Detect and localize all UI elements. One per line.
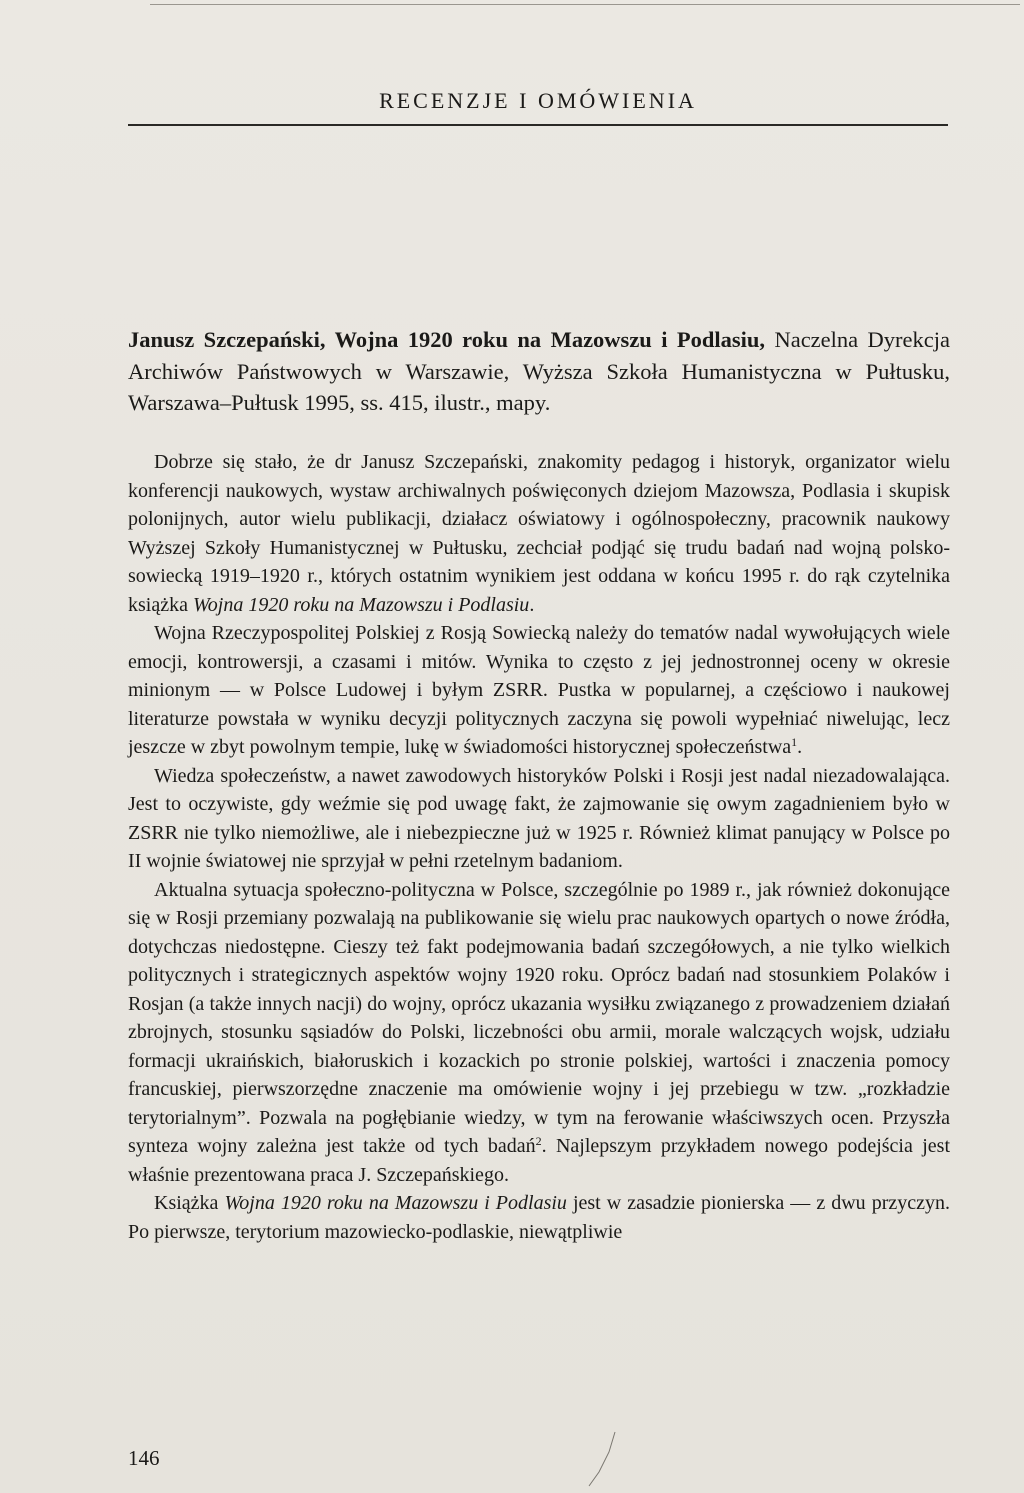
paragraph-3: Wiedza społeczeństw, a nawet zawodowych historyków Polski i Rosji jest nadal niezadowalająca. Jest to oczywiste, gdy weźmie się pod uwagę fakt, że zajmowanie się owym zagadnieniem było w ZSRR nie tylko niemożliwe, ale i niebezpieczne już w 1925 r. Również klimat panujący w Polsce po II wojnie światowej nie sprzyjał w pełni rzetelnym badaniom. xyxy=(128,764,950,872)
review-body xyxy=(128,448,950,1246)
paragraph-5: Książka Wojna 1920 roku na Mazowszu i Podlasiu jest w zasadzie pionierska — z dwu przyczyn. Po pierwsze, terytorium mazowiecko-podlaskie, niewątpliwie xyxy=(128,1192,950,1243)
footnote-marker: 2 xyxy=(535,1134,542,1148)
bibliography-publication-details: Naczelna Dyrekcja Archiwów Państwowych w Warszawie, Wyższa Szkoła Humanistyczna w Pułtusku, Warszawa–Pułtusk 1995, ss. 415, ilustr., mapy. xyxy=(128,327,951,415)
page-number: 146 xyxy=(128,1446,160,1470)
pencil-mark xyxy=(585,1430,625,1490)
bibliographic-entry xyxy=(128,324,950,419)
section-header: RECENZJE I OMÓWIENIA xyxy=(379,88,697,113)
book-title-italic: Wojna 1920 roku na Mazowszu i Podlasiu xyxy=(192,593,530,616)
header-rule xyxy=(128,124,948,126)
paragraph-2: Wojna Rzeczypospolitej Polskiej z Rosją Sowiecką należy do tematów nadal wywołujących wiele emocji, kontrowersji, a czasami i mitów. Wynika to często z jej jednostronnej oceny w okresie minionym — w Polsce Ludowej i byłym ZSRR. Pustka w popularnej, a częściowo i naukowej literaturze powstała w wyniku decyzji politycznych zaczyna się powoli wypełniać niwelując, lecz jeszcze w zbyt powolnym tempie, lukę w świadomości historycznej społeczeństwa$^1$. xyxy=(128,622,950,758)
book-title-italic: Wojna 1920 roku na Mazowszu i Podlasiu xyxy=(224,1192,567,1214)
paragraph-1: Dobrze się stało, że dr Janusz Szczepański, znakomity pedagog i historyk, organizator wielu konferencji naukowych, wystaw archiwalnych poświęconych dziejom Mazowsza, Podlasia i skupisk polonijnych, autor wielu publikacji, działacz oświatowy i ogólnospołeczny, pracownik naukowy Wyższej Szkoły Humanistycznej w Pułtusku, zechciał podjąć się trudu badań nad wojną polsko-sowiecką 1919–1920 r., których ostatnim wynikiem jest oddana w końcu 1995 r. do rąk czytelnika książka Wojna 1920 roku na Mazowszu i Podlasiu. xyxy=(128,451,950,616)
footnote-marker: 1 xyxy=(791,735,798,749)
top-edge-rule xyxy=(150,4,1020,5)
bibliography-author-title: Janusz Szczepański, Wojna 1920 roku na Mazowszu i Podlasiu, xyxy=(128,327,766,352)
paragraph-4: Aktualna sytuacja społeczno-polityczna w Polsce, szczególnie po 1989 r., jak również dokonujące się w Rosji przemiany pozwalają na publikowanie się wielu prac naukowych opartych o nowe źródła, dotychczas niedostępne. Cieszy też fakt podejmowania badań szczegółowych, a nie tylko wielkich politycznych i strategicznych aspektów wojny 1920 roku. Oprócz badań nad stosunkiem Polaków i Rosjan (a także innych nacji) do wojny, oprócz ukazania wysiłku związanego z prowadzeniem działań zbrojnych, stosunku sąsiadów do Polski, liczebności obu armii, morale walczących wojsk, udziału formacji ukraińskich, białoruskich i kozackich po stronie polskiej, wartości i znaczenia pomocy francuskiej, pierwszorzędne znaczenie ma omówienie wojny i jej przebiegu w tzw. „rozkładzie terytorialnym”. Pozwala na pogłębianie wiedzy, w tym na ferowanie właściwszych ocen. Przyszła synteza wojny zależna jest także od tych badań$^2$. Najlepszym przykładem nowego podejścia jest właśnie prezentowana praca J. Szczepańskiego. xyxy=(128,878,951,1186)
